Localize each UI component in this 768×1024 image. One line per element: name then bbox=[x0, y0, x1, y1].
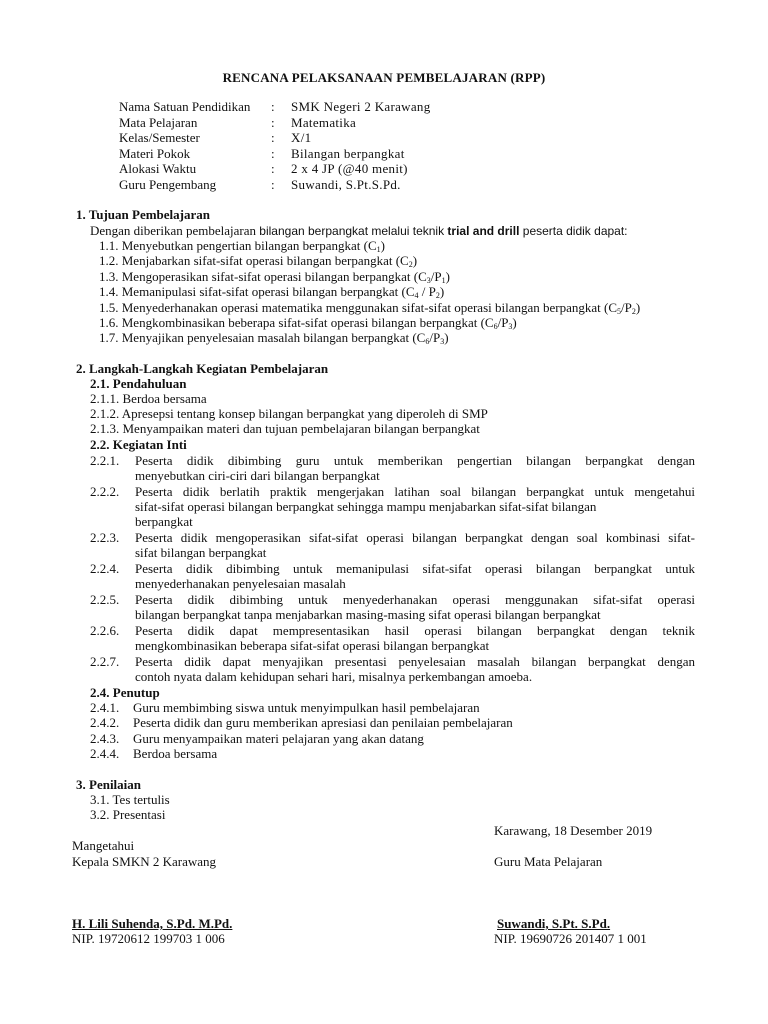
activity-line: Peserta didik dibimbing untuk menyederhanakan operasi menggunakan sifat-sifat operasi bbox=[135, 592, 695, 607]
activity-number: 2.2.3. bbox=[90, 530, 120, 545]
activity-number: 2.2.1. bbox=[90, 453, 120, 468]
activity-line: Peserta didik dibimbing untuk memanipulasi sifat-sifat operasi bilangan berpangkat untuk bbox=[135, 561, 695, 576]
identity-label: Materi Pokok bbox=[119, 145, 191, 161]
place-date: Karawang, 18 Desember 2019 bbox=[494, 823, 653, 838]
objective-text: 1.6. Mengkombinasikan beberapa sifat-sifat operasi bilangan berpangkat (C bbox=[99, 315, 494, 330]
intro-part: peserta didik dapat: bbox=[519, 224, 628, 238]
subsection-heading: 2.1. Pendahuluan bbox=[90, 376, 187, 391]
identity-row bbox=[119, 130, 431, 146]
identity-value: SMK Negeri 2 Karawang bbox=[291, 99, 431, 114]
identity-row bbox=[119, 146, 431, 162]
identity-row bbox=[119, 115, 431, 131]
closing-text: Guru membimbing siswa untuk menyimpulkan hasil pembelajaran bbox=[133, 700, 480, 715]
activity-line: bilangan berpangkat tanpa menjabarkan masing-masing sifat operasi bilangan berpangkat bbox=[135, 607, 601, 622]
activity-line: menyederhanakan penyelesaian masalah bbox=[135, 576, 346, 591]
signature-right-line-2: Guru Mata Pelajaran bbox=[494, 854, 603, 869]
objective-subscript: 2 bbox=[435, 291, 440, 300]
objective-subscript: 5 bbox=[617, 307, 622, 316]
objective-text-end: /P bbox=[429, 330, 441, 345]
closing-number: 2.4.2. bbox=[90, 715, 120, 730]
section-3-heading: 3. Penilaian bbox=[76, 777, 142, 792]
objective-text-end: /P bbox=[621, 300, 632, 315]
activity-item: 2.1.3. Menyampaikan materi dan tujuan pembelajaran bilangan berpangkat bbox=[90, 421, 480, 436]
activity-number: 2.2.2. bbox=[90, 484, 120, 499]
objective-subscript: 4 bbox=[414, 291, 419, 300]
identity-row bbox=[119, 99, 431, 115]
section-2-heading: 2. Langkah-Langkah Kegiatan Pembelajaran bbox=[76, 361, 329, 376]
objective-text-end: ) bbox=[444, 330, 449, 345]
activity-line: mengkombinasikan beberapa sifat-sifat operasi bilangan berpangkat bbox=[135, 638, 490, 653]
signature-left-line-2: Kepala SMKN 2 Karawang bbox=[72, 854, 217, 869]
closing-item bbox=[90, 700, 480, 715]
objective-item bbox=[99, 330, 449, 349]
subsection-heading: 2.2. Kegiatan Inti bbox=[90, 437, 187, 452]
closing-text: Berdoa bersama bbox=[133, 746, 218, 761]
objective-text-end: ) bbox=[445, 269, 450, 284]
activity-line: sifat-sifat operasi bilangan berpangkat sehingga mampu menjabarkan sifat-sifat bilangan bbox=[135, 499, 597, 514]
activity-line: contoh nyata dalam kehidupan sehari hari, misalnya perkembangan amoeba. bbox=[135, 669, 533, 684]
section-1-intro bbox=[90, 223, 628, 239]
activity-line: menyebutkan ciri-ciri dari bilangan berpangkat bbox=[135, 468, 380, 483]
identity-table bbox=[119, 99, 431, 193]
identity-value: Bilangan berpangkat bbox=[291, 145, 405, 161]
activity-line: Peserta didik dapat mempresentasikan hasil operasi bilangan berpangkat dengan teknik bbox=[135, 623, 695, 638]
identity-row bbox=[119, 177, 431, 193]
objective-text-end: /P bbox=[497, 315, 509, 330]
teacher-name: Suwandi, S.Pt. S.Pd. bbox=[497, 916, 611, 931]
closing-text: Peserta didik dan guru memberikan apresiasi dan penilaian pembelajaran bbox=[133, 715, 513, 730]
identity-row bbox=[119, 161, 431, 177]
intro-part: bilangan berpangkat melalui teknik bbox=[259, 224, 448, 238]
closing-number: 2.4.1. bbox=[90, 700, 120, 715]
identity-value: Suwandi, S.Pt.S.Pd. bbox=[291, 176, 401, 192]
subsection-heading: 2.4. Penutup bbox=[90, 685, 160, 700]
intro-part: Dengan diberikan pembelajaran bbox=[90, 223, 260, 238]
section-1-heading: 1. Tujuan Pembelajaran bbox=[76, 207, 210, 222]
identity-separator: : bbox=[271, 161, 275, 177]
objective-text: 1.7. Menyajikan penyelesaian masalah bilangan berpangkat (C bbox=[99, 330, 426, 345]
objective-subscript: 6 bbox=[425, 337, 430, 346]
teacher-nip: NIP. 19690726 201407 1 001 bbox=[494, 931, 647, 946]
objective-text: 1.3. Mengoperasikan sifat-sifat operasi bilangan berpangkat (C bbox=[99, 269, 427, 284]
activity-line: Peserta didik berlatih praktik mengerjakan latihan soal bilangan berpangkat untuk mengetahui bbox=[135, 484, 695, 499]
objective-subscript: 3 bbox=[508, 322, 513, 331]
objective-text-end: / P bbox=[418, 284, 436, 299]
identity-label: Kelas/Semester bbox=[119, 130, 200, 146]
activity-item: 2.1.1. Berdoa bersama bbox=[90, 391, 207, 406]
objective-text-end: ) bbox=[635, 300, 641, 315]
principal-nip: NIP. 19720612 199703 1 006 bbox=[72, 931, 225, 946]
intro-emphasis: trial and drill bbox=[447, 224, 520, 238]
objective-text-end: /P bbox=[430, 269, 442, 284]
identity-separator: : bbox=[271, 114, 275, 130]
activity-number: 2.2.6. bbox=[90, 623, 120, 638]
closing-item bbox=[90, 731, 424, 746]
identity-label: Nama Satuan Pendidikan bbox=[119, 99, 251, 114]
activity-line: berpangkat bbox=[135, 514, 193, 529]
closing-item bbox=[90, 746, 217, 761]
assessment-item: 3.2. Presentasi bbox=[90, 807, 166, 822]
identity-separator: : bbox=[271, 145, 275, 161]
objective-text: 1.1. Menyebutkan pengertian bilangan berpangkat (C bbox=[99, 238, 377, 253]
identity-separator: : bbox=[271, 176, 275, 192]
objective-subscript: 3 bbox=[426, 276, 431, 285]
objective-text-end: ) bbox=[412, 253, 418, 268]
objective-text: 1.5. Menyederhanakan operasi matematika menggunakan sifat-sifat operasi bilangan berpangkat (C bbox=[99, 300, 618, 315]
signature-left-line-1: Mangetahui bbox=[72, 838, 135, 853]
closing-number: 2.4.4. bbox=[90, 746, 120, 761]
objective-subscript: 2 bbox=[408, 260, 413, 269]
principal-name: H. Lili Suhenda, S.Pd. M.Pd. bbox=[72, 916, 233, 931]
objective-text-end: ) bbox=[512, 315, 517, 330]
closing-item bbox=[90, 715, 513, 730]
objective-subscript: 1 bbox=[441, 276, 446, 285]
activity-line: Peserta didik mengoperasikan sifat-sifat operasi bilangan berpangkat dengan soal kombinasi sifat- bbox=[135, 530, 695, 545]
activity-number: 2.2.4. bbox=[90, 561, 120, 576]
identity-value: X/1 bbox=[291, 130, 312, 146]
objective-text: 1.2. Menjabarkan sifat-sifat operasi bilangan berpangkat (C bbox=[99, 253, 409, 268]
objective-subscript: 2 bbox=[631, 307, 636, 316]
identity-label: Guru Pengembang bbox=[119, 176, 217, 192]
identity-label: Alokasi Waktu bbox=[119, 161, 197, 177]
objective-subscript: 3 bbox=[440, 337, 445, 346]
activity-item: 2.1.2. Apresepsi tentang konsep bilangan berpangkat yang diperoleh di SMP bbox=[90, 406, 488, 421]
activity-line: sifat bilangan berpangkat bbox=[135, 545, 267, 560]
assessment-item: 3.1. Tes tertulis bbox=[90, 792, 170, 807]
objective-text-end: ) bbox=[380, 238, 385, 253]
activity-number: 2.2.7. bbox=[90, 654, 120, 669]
activity-number: 2.2.5. bbox=[90, 592, 120, 607]
identity-value: Matematika bbox=[291, 114, 357, 130]
identity-value: 2 x 4 JP (@40 menit) bbox=[291, 161, 408, 177]
objective-text-end: ) bbox=[439, 284, 445, 299]
identity-separator: : bbox=[271, 130, 275, 146]
objective-text: 1.4. Memanipulasi sifat-sifat operasi bilangan berpangkat (C bbox=[99, 284, 415, 299]
activity-line: Peserta didik dapat menyajikan presentasi penyelesaian masalah bilangan berpangkat dengan bbox=[135, 654, 695, 669]
closing-text: Guru menyampaikan materi pelajaran yang akan datang bbox=[133, 731, 424, 746]
closing-number: 2.4.3. bbox=[90, 731, 120, 746]
objective-subscript: 1 bbox=[376, 245, 381, 254]
identity-separator: : bbox=[271, 99, 275, 114]
identity-label: Mata Pelajaran bbox=[119, 114, 198, 130]
objective-subscript: 6 bbox=[493, 322, 498, 331]
activity-line: Peserta didik dibimbing guru untuk memberikan pengertian bilangan berpangkat dengan bbox=[135, 453, 695, 468]
document-title: RENCANA PELAKSANAAN PEMBELAJARAN (RPP) bbox=[222, 70, 546, 85]
